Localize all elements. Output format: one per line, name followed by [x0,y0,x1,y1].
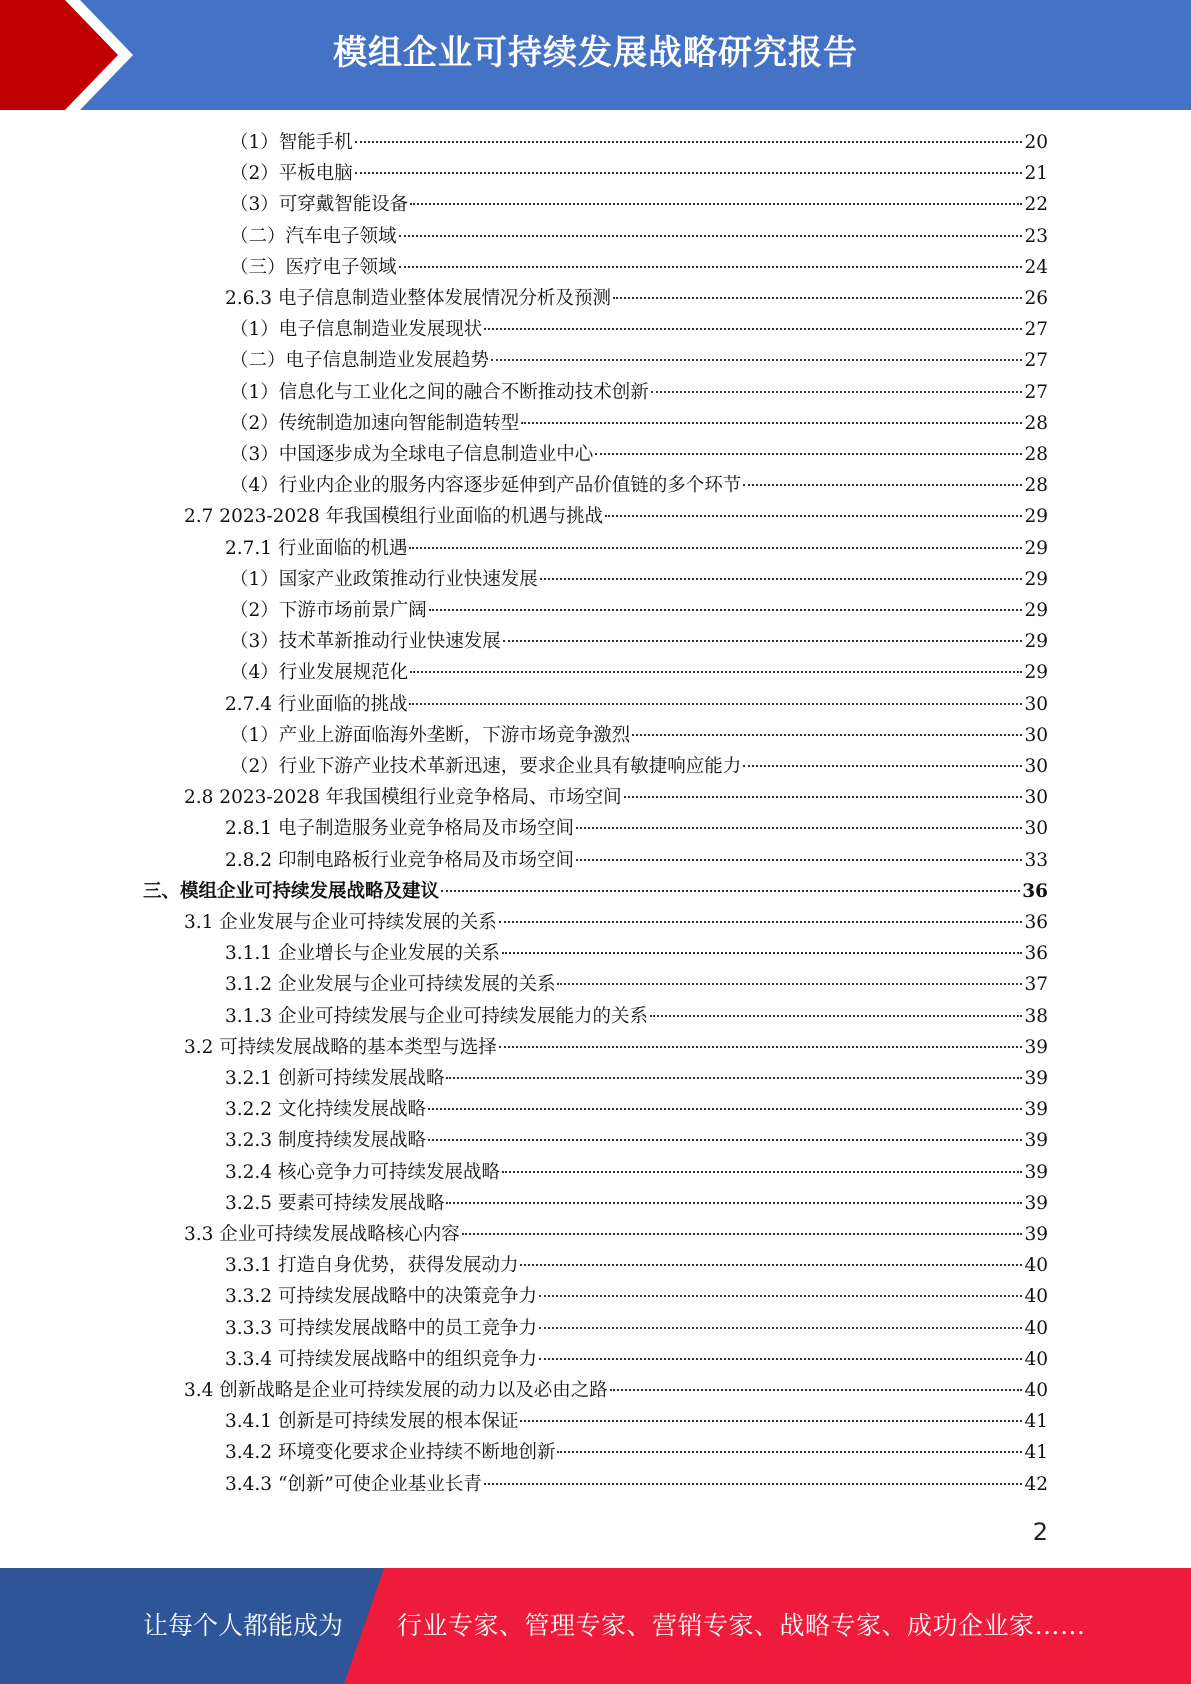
toc-entry[interactable] [230,221,1048,252]
toc-entry[interactable] [230,470,1048,501]
toc-entry-page: 30 [1024,787,1048,809]
toc-entry-page: 28 [1024,412,1048,434]
toc-dot-leader [650,1015,1022,1017]
page-header [0,0,1191,110]
toc-entry[interactable] [230,657,1048,688]
toc-entry[interactable] [225,1001,1048,1032]
toc-dot-leader [484,1483,1023,1485]
toc-entry-page: 39 [1024,1036,1048,1058]
toc-entry-page: 30 [1024,756,1048,777]
toc-dot-leader [539,1295,1022,1297]
toc-entry-title: 3.4 创新战略是企业可持续发展的动力以及必由之路 [184,1380,608,1401]
toc-entry-page: 36 [1022,880,1048,902]
toc-entry-title: 3.2.4 核心竞争力可持续发展战略 [225,1161,500,1183]
toc-entry[interactable] [230,127,1048,158]
toc-entry[interactable] [184,907,1048,938]
toc-entry[interactable] [225,1437,1048,1468]
toc-entry[interactable] [230,626,1048,657]
toc-entry-page: 30 [1024,693,1048,715]
toc-entry-page: 40 [1024,1255,1048,1277]
toc-entry-title: （3）技术革新推动行业快速发展 [230,631,501,653]
toc-entry-title: 3.3.2 可持续发展战略中的决策竞争力 [225,1286,537,1308]
toc-entry[interactable] [225,1125,1048,1156]
toc-entry-title: （1）产业上游面临海外垄断，下游市场竞争激烈 [230,724,631,746]
toc-entry-title: （3）中国逐步成为全球电子信息制造业中心 [230,444,594,465]
toc-dot-leader [429,609,1023,611]
footer-slogan-right: 行业专家、管理专家、营销专家、战略专家、成功企业家…… [397,1611,1086,1640]
toc-dot-leader [446,1077,1022,1079]
toc-entry-title: 2.7 2023-2028 年我国模组行业面临的机遇与挑战 [184,506,604,528]
toc-entry-title: 3.1.3 企业可持续发展与企业可持续发展能力的关系 [225,1005,648,1027]
toc-entry-title: （1）信息化与工业化之间的融合不断推动技术创新 [230,381,649,403]
toc-entry[interactable] [230,377,1048,408]
toc-entry-title: （4）行业内企业的服务内容逐步延伸到产品价值链的多个环节 [230,475,742,497]
toc-dot-leader [502,1171,1022,1173]
toc-entry-page: 29 [1024,506,1048,528]
toc-entry-page: 30 [1024,818,1048,840]
toc-entry[interactable] [230,595,1048,626]
toc-entry-title: 3.3 企业可持续发展战略核心内容 [184,1224,460,1245]
toc-entry-page: 29 [1024,568,1048,590]
toc-entry-page: 41 [1024,1411,1048,1433]
toc-dot-leader [576,827,1022,829]
toc-dot-leader [743,765,1022,767]
toc-entry[interactable] [225,1157,1048,1188]
toc-dot-leader [521,422,1022,424]
toc-dot-leader [624,796,1023,798]
toc-entry-page: 40 [1024,1380,1048,1401]
toc-entry[interactable] [143,876,1048,907]
toc-entry[interactable] [230,158,1048,189]
toc-entry[interactable] [225,969,1048,1000]
toc-entry-title: （1）国家产业政策推动行业快速发展 [230,568,538,590]
toc-entry-page: 24 [1024,256,1048,278]
toc-dot-leader [441,890,1020,892]
toc-entry-page: 33 [1024,849,1048,871]
toc-entry-title: 3.1 企业发展与企业可持续发展的关系 [184,912,497,933]
toc-entry-title: 3.4.2 环境变化要求企业持续不断地创新 [225,1442,556,1464]
toc-entry-page: 40 [1024,1348,1048,1370]
toc-entry-page: 28 [1024,475,1048,497]
toc-dot-leader [557,983,1022,985]
toc-dot-leader [520,1420,1022,1422]
toc-dot-leader [399,235,1023,237]
toc-entry-page: 26 [1024,288,1048,309]
toc-entry[interactable] [230,345,1048,376]
toc-entry[interactable] [225,1250,1048,1281]
toc-entry-title: 3.4.3 “创新”可使企业基业长青 [225,1473,482,1495]
toc-entry[interactable] [230,252,1048,283]
toc-entry[interactable] [225,845,1048,876]
toc-entry-page: 29 [1024,662,1048,684]
toc-entry[interactable] [184,1032,1048,1063]
toc-dot-leader [651,391,1023,393]
toc-entry[interactable] [225,283,1048,314]
toc-entry-title: （2）下游市场前景广阔 [230,600,427,621]
toc-entry[interactable] [230,439,1048,470]
toc-dot-leader [409,703,1022,705]
toc-dot-leader [428,1139,1022,1141]
toc-entry-title: （二）汽车电子领域 [230,225,397,247]
toc-dot-leader [503,640,1023,642]
toc-dot-leader [540,578,1023,580]
toc-entry-page: 39 [1024,1161,1048,1183]
toc-dot-leader [484,328,1022,330]
toc-dot-leader [409,547,1022,549]
toc-entry[interactable] [184,782,1048,813]
toc-entry[interactable] [225,1406,1048,1437]
toc-entry[interactable] [230,314,1048,345]
toc-entry-title: 3.3.3 可持续发展战略中的员工竞争力 [225,1317,537,1339]
toc-entry-title: （2）平板电脑 [230,163,353,185]
toc-entry-page: 30 [1024,724,1048,746]
toc-entry[interactable] [230,751,1048,782]
toc-entry-page: 27 [1024,381,1048,403]
toc-entry[interactable] [230,564,1048,595]
toc-entry-title: （2）传统制造加速向智能制造转型 [230,412,520,434]
toc-entry[interactable] [184,1219,1048,1250]
toc-entry[interactable] [225,1063,1048,1094]
toc-entry-title: 3.1.1 企业增长与企业发展的关系 [225,943,500,965]
toc-dot-leader [428,1108,1022,1110]
toc-entry-page: 42 [1024,1473,1048,1495]
toc-entry-title: 2.6.3 电子信息制造业整体发展情况分析及预测 [225,288,611,309]
toc-entry-page: 37 [1024,974,1048,996]
footer-slogan-left: 让每个人都能成为 [143,1611,344,1640]
toc-entry-title: 2.8.1 电子制造服务业竞争格局及市场空间 [225,818,574,840]
toc-entry-title: 2.8.2 印制电路板行业竞争格局及市场空间 [225,849,574,871]
toc-dot-leader [595,453,1022,455]
toc-entry-page: 28 [1024,444,1048,465]
toc-entry-page: 40 [1024,1317,1048,1339]
toc-entry-page: 38 [1024,1005,1048,1027]
toc-entry-page: 20 [1024,132,1048,153]
toc-entry[interactable] [230,720,1048,751]
toc-entry-title: 3.2.3 制度持续发展战略 [225,1130,426,1152]
toc-entry[interactable] [225,533,1048,564]
toc-entry-title: （3）可穿戴智能设备 [230,194,409,216]
toc-entry-title: 3.2.1 创新可持续发展战略 [225,1068,445,1089]
toc-entry[interactable] [225,1313,1048,1344]
toc-entry-page: 36 [1024,943,1048,965]
toc-entry-page: 40 [1024,1286,1048,1308]
toc-dot-leader [632,734,1022,736]
toc-entry[interactable] [225,689,1048,720]
toc-entry[interactable] [230,408,1048,439]
toc-entry-page: 39 [1024,1224,1048,1245]
toc-dot-leader [605,515,1022,517]
toc-dot-leader [539,1358,1022,1360]
toc-entry[interactable] [225,813,1048,844]
toc-entry[interactable] [225,1281,1048,1312]
toc-entry-page: 22 [1024,194,1048,216]
toc-entry-page: 27 [1024,350,1048,372]
toc-entry[interactable] [184,501,1048,532]
toc-entry-page: 39 [1024,1130,1048,1152]
toc-entry[interactable] [225,1094,1048,1125]
toc-entry-title: 3.3.4 可持续发展战略中的组织竞争力 [225,1348,537,1370]
toc-entry-title: 3.3.1 打造自身优势，获得发展动力 [225,1255,519,1277]
toc-entry-title: 三、模组企业可持续发展战略及建议 [143,880,440,902]
toc-dot-leader [446,1202,1022,1204]
toc-entry-title: （4）行业发展规范化 [230,662,409,684]
toc-entry-title: 3.2 可持续发展战略的基本类型与选择 [184,1036,497,1058]
toc-entry-page: 41 [1024,1442,1048,1464]
toc-dot-leader [410,671,1022,673]
page-footer [0,1568,1191,1684]
toc-dot-leader [576,859,1022,861]
toc-dot-leader [462,1233,1023,1235]
toc-dot-leader [355,172,1023,174]
toc-entry-page: 36 [1024,912,1048,933]
toc-entry-page: 29 [1024,631,1048,653]
toc-dot-leader [743,484,1022,486]
toc-entry-page: 27 [1024,319,1048,341]
toc-entry-title: （2）行业下游产业技术革新迅速，要求企业具有敏捷响应能力 [230,756,742,777]
toc-entry[interactable] [225,1469,1048,1500]
toc-entry-title: 3.2.2 文化持续发展战略 [225,1099,426,1121]
toc-entry-page: 39 [1024,1099,1048,1121]
toc-entry-title: 2.7.4 行业面临的挑战 [225,693,408,715]
toc-entry-title: （1）电子信息制造业发展现状 [230,319,483,341]
toc-entry-page: 39 [1024,1068,1048,1089]
toc-dot-leader [410,203,1022,205]
report-title: 模组企业可持续发展战略研究报告 [333,33,858,73]
toc-entry-title: 3.4.1 创新是可持续发展的根本保证 [225,1411,519,1433]
toc-dot-leader [499,1046,1023,1048]
toc-entry-title: 3.2.5 要素可持续发展战略 [225,1192,445,1214]
toc-entry-title: （三）医疗电子领域 [230,256,397,278]
toc-entry-title: （1）智能手机 [230,132,353,153]
toc-entry-page: 23 [1024,225,1048,247]
toc-dot-leader [613,297,1022,299]
page-number: 2 [1032,1518,1048,1546]
toc-entry[interactable] [225,1188,1048,1219]
toc-entry-page: 29 [1024,537,1048,559]
toc-dot-leader [491,359,1022,361]
toc-entry-title: 2.7.1 行业面临的机遇 [225,537,408,559]
toc-entry[interactable] [230,189,1048,220]
toc-entry-title: 2.8 2023-2028 年我国模组行业竞争格局、市场空间 [184,787,622,809]
toc-dot-leader [355,141,1023,143]
toc-entry[interactable] [225,938,1048,969]
toc-dot-leader [499,921,1023,923]
toc-entry-page: 29 [1024,600,1048,621]
toc-dot-leader [502,952,1022,954]
toc-dot-leader [399,266,1023,268]
toc-entry-title: （二）电子信息制造业发展趋势 [230,350,490,372]
toc-entry-page: 21 [1024,163,1048,185]
toc-entry-title: 3.1.2 企业发展与企业可持续发展的关系 [225,974,556,996]
toc-dot-leader [610,1389,1023,1391]
toc-entry-page: 39 [1024,1192,1048,1214]
toc-entry[interactable] [184,1375,1048,1406]
toc-dot-leader [520,1264,1022,1266]
toc-dot-leader [557,1451,1022,1453]
toc-entry[interactable] [225,1344,1048,1375]
toc-dot-leader [539,1327,1022,1329]
